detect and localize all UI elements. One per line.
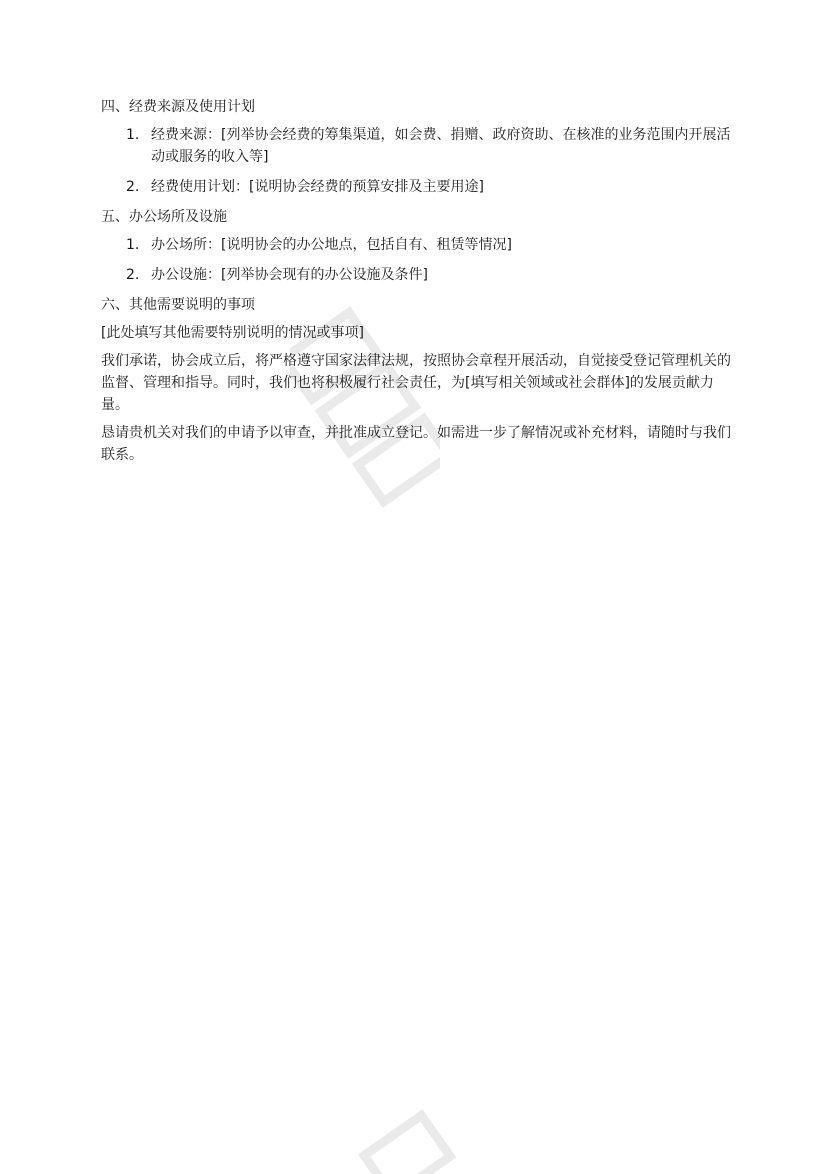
list-number: 1.	[126, 237, 140, 253]
section-heading: 六、其他需要说明的事项	[101, 297, 255, 313]
list-text: 办公场所：[说明协会的办公地点，包括自有、租赁等情况]	[151, 237, 512, 253]
list-item	[126, 176, 731, 198]
commitment-paragraph: 我们承诺，协会成立后，将严格遵守国家法律法规，按照协会章程开展活动，自觉接受登记管理机关的监督、管理和指导。同时，我们也将积极履行社会责任，为[填写相关领域或社会群体]的发展贡献力量。	[101, 353, 731, 413]
watermark-logo-bottom	[355, 1100, 465, 1174]
list-number: 2.	[126, 179, 140, 195]
list-item	[126, 264, 731, 286]
request-paragraph: 恳请贵机关对我们的申请予以审查，并批准成立登记。如需进一步了解情况或补充材料，请随时与我们联系。	[101, 425, 731, 463]
list-text: 经费使用计划：[说明协会经费的预算安排及主要用途]	[151, 179, 484, 195]
section-heading: 四、经费来源及使用计划	[101, 99, 255, 115]
section-office	[101, 206, 731, 286]
list-text: 办公设施：[列举协会现有的办公设施及条件]	[151, 267, 428, 283]
list-number: 1.	[126, 127, 140, 143]
list-number: 2.	[126, 267, 140, 283]
placeholder-text: [此处填写其他需要特别说明的情况或事项]	[101, 325, 364, 341]
list-item	[126, 124, 731, 168]
section-heading: 五、办公场所及设施	[101, 209, 227, 225]
list-item	[126, 234, 731, 256]
section-funding	[101, 96, 731, 198]
document-body	[101, 96, 731, 474]
section-other	[101, 294, 731, 466]
list-text: 经费来源：[列举协会经费的筹集渠道，如会费、捐赠、政府资助、在核准的业务范围内开展活动或服务的收入等]	[151, 127, 731, 165]
